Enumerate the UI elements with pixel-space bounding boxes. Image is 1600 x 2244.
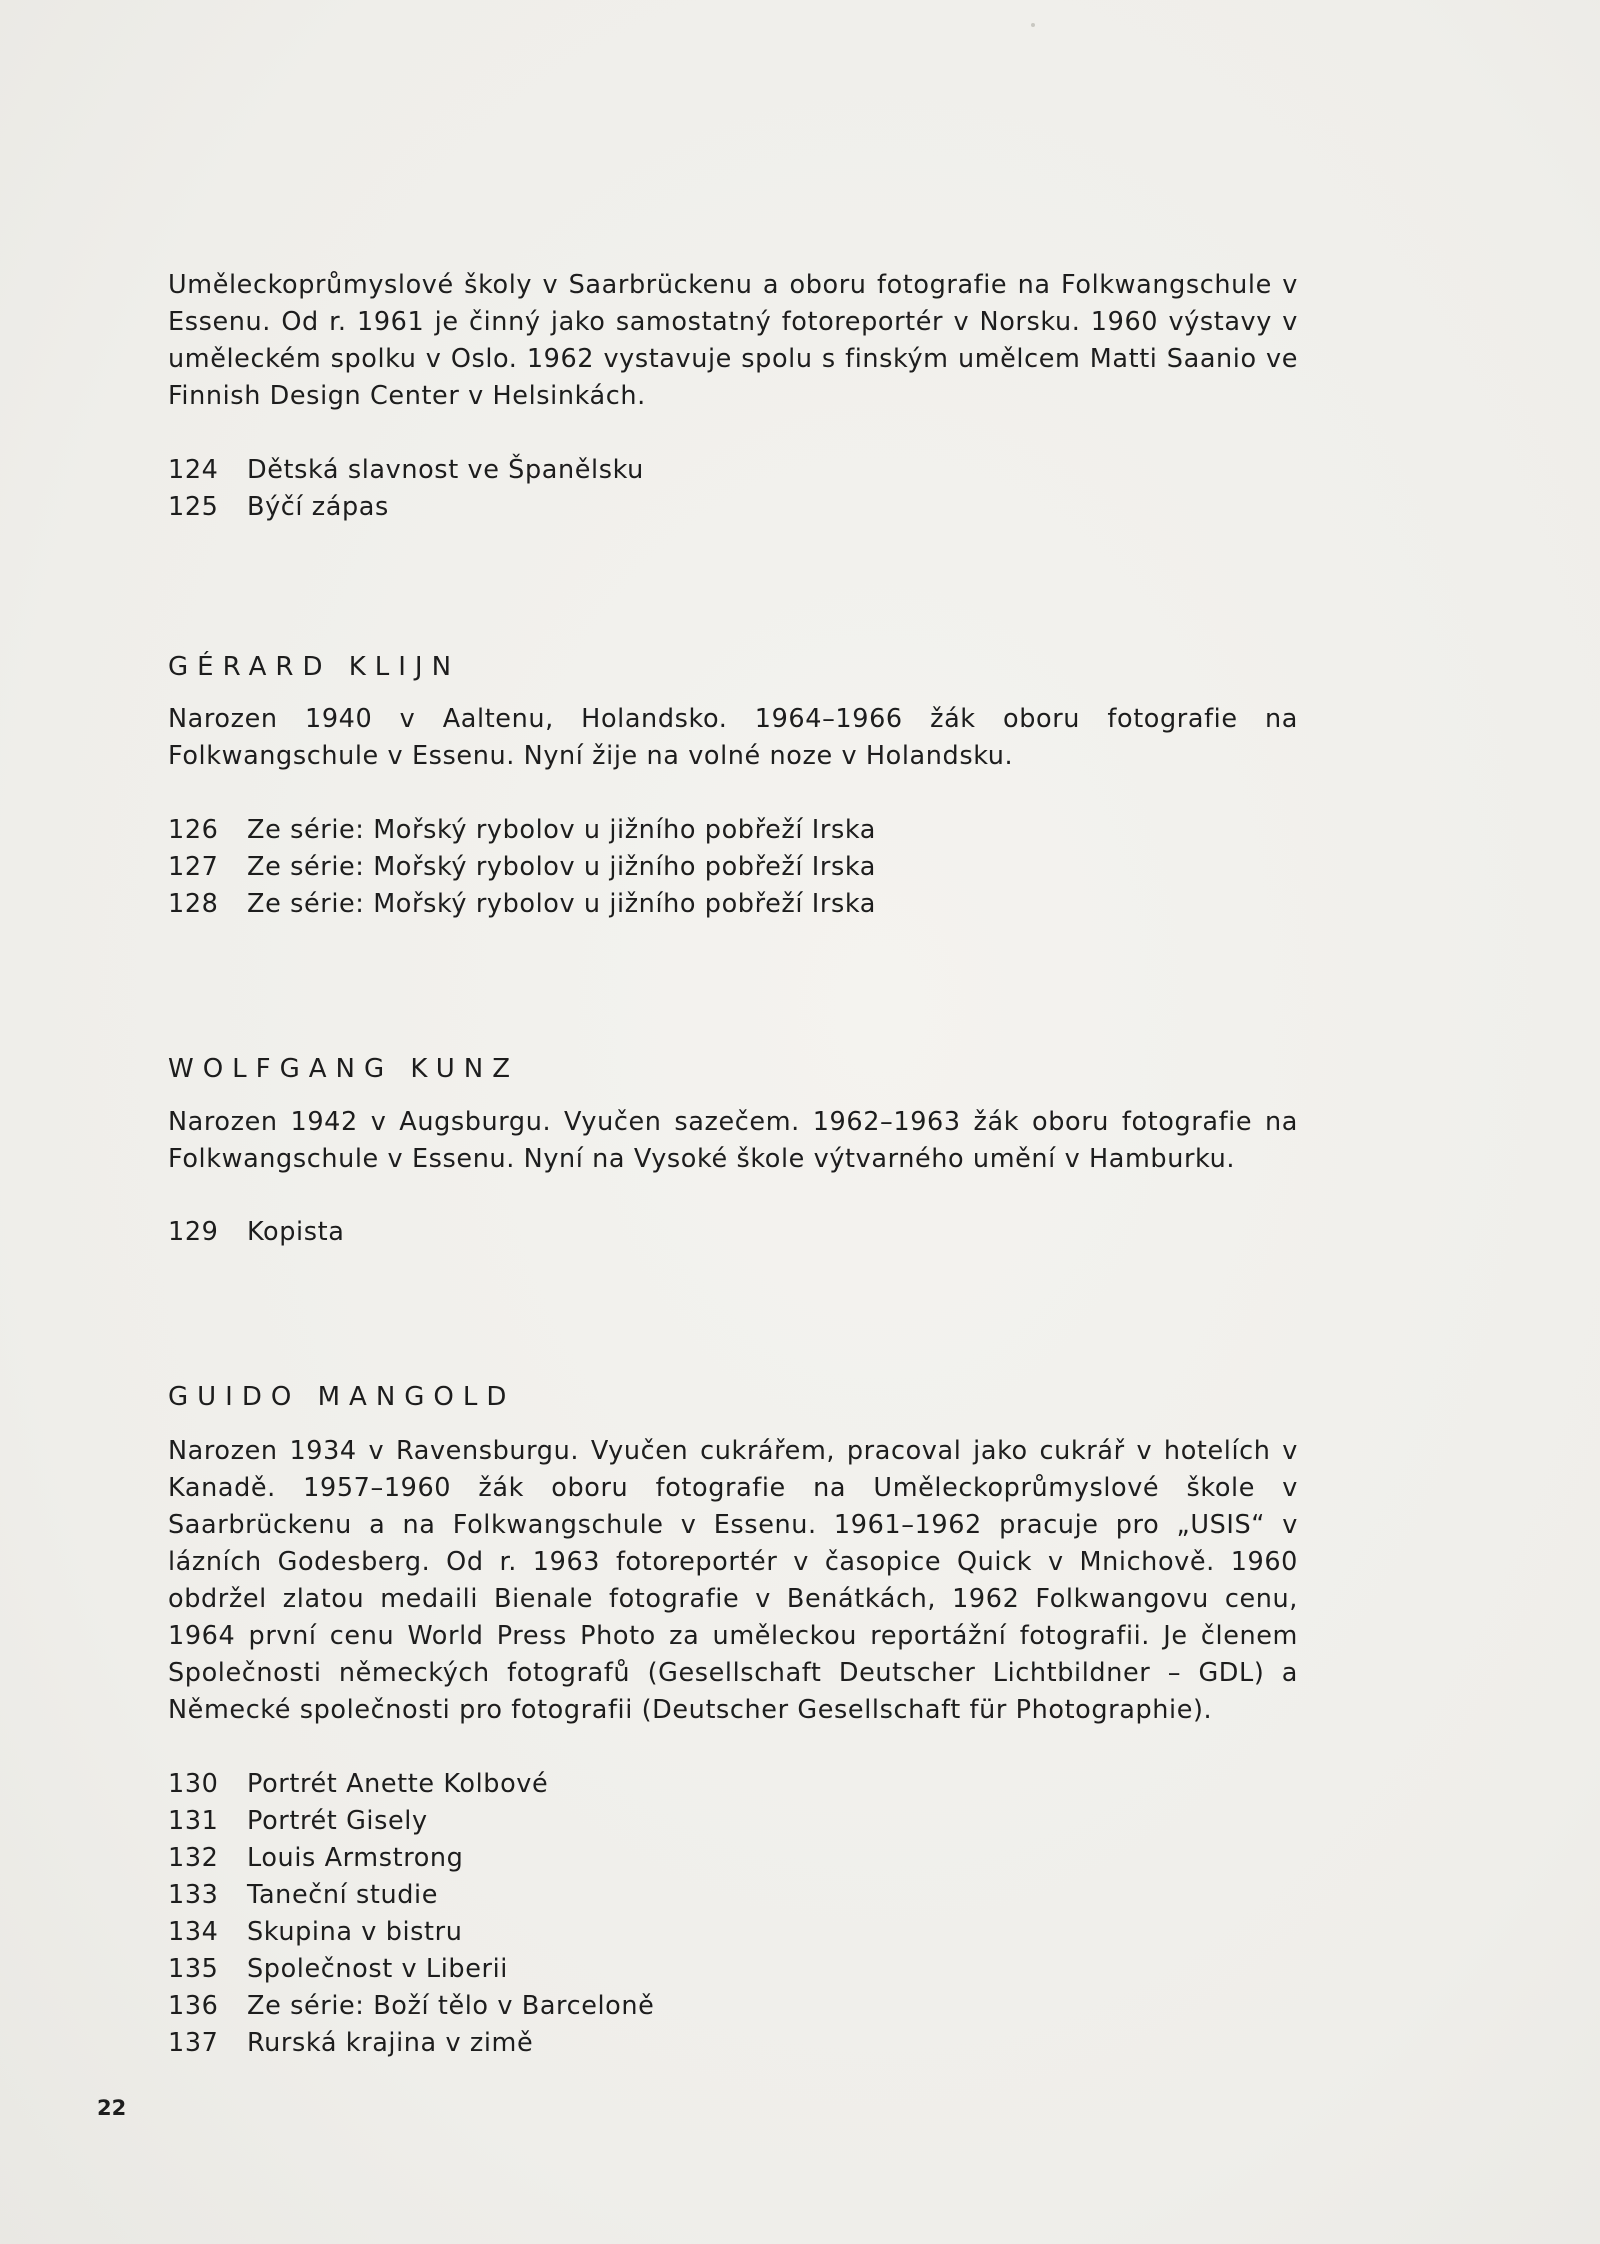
work-number: 137 [168,2028,219,2058]
work-number: 133 [168,1880,219,1910]
artist-bio-text: Narozen 1942 v Augsburgu. Vyučen sazečem. 1962–1963 žák oboru fotografie na Folkwangschule v Essenu. Nyní na Vysoké škole výtvarného umění v Hamburku. [168,1107,1298,1174]
work-title: Rurská krajina v zimě [247,2028,534,2058]
list-item [168,812,876,849]
work-title: Taneční studie [247,1880,439,1910]
work-title: Společnost v Liberii [247,1954,508,1984]
work-number: 136 [168,1991,219,2021]
work-number: 130 [168,1769,219,1799]
list-item [168,1766,654,1803]
intro-works-list [168,452,644,526]
work-number: 135 [168,1954,219,1984]
work-number: 134 [168,1917,219,1947]
artist-bio-text: Narozen 1940 v Aaltenu, Holandsko. 1964–1966 žák oboru fotografie na Folkwangschule v Essenu. Nyní žije na volné noze v Holandsku. [168,704,1298,771]
list-item [168,489,644,526]
work-title: Býčí zápas [247,492,389,522]
list-item [168,1840,654,1877]
work-title: Dětská slavnost ve Španělsku [247,455,644,485]
list-item [168,1214,344,1251]
work-title: Louis Armstrong [247,1843,464,1873]
list-item [168,1877,654,1914]
artist-bio [168,701,1298,775]
work-number: 128 [168,889,219,919]
list-item [168,1914,654,1951]
artist-bio-text: Narozen 1934 v Ravensburgu. Vyučen cukrářem, pracoval jako cukrář v hotelích v Kanadě. 1957–1960 žák oboru fotografie na Uměleckoprůmyslové škole v Saarbrückenu a na Folkwangschule v Essenu. 1961–1962 pracuje pro „USIS“ v lázních Godesberg. Od r. 1963 fotoreportér v časopice Quick v Mnichově. 1960 obdržel zlatou medaili Bienale fotografie v Benátkách, 1962 Folkwangovu cenu, 1964 první cenu World Press Photo za uměleckou reportážní fotografii. Je členem Společnosti německých fotografů (Gesellschaft Deutscher Lichtbildner – GDL) a Německé společnosti pro fotografii (Deutscher Gesellschaft für Photographie). [168,1436,1298,1725]
work-number: 124 [168,455,219,485]
work-title: Portrét Anette Kolbové [247,1769,549,1799]
work-title: Portrét Gisely [247,1806,428,1836]
work-title: Ze série: Boží tělo v Barceloně [247,1991,655,2021]
work-number: 132 [168,1843,219,1873]
artist-works-list [168,1214,344,1251]
paper-speck [1031,23,1035,27]
list-item [168,1951,654,1988]
work-title: Skupina v bistru [247,1917,463,1947]
list-item [168,1803,654,1840]
intro-text: Uměleckoprůmyslové školy v Saarbrückenu a oboru fotografie na Folkwangschule v Essenu. Od r. 1961 je činný jako samostatný fotoreportér v Norsku. 1960 výstavy v uměleckém spolku v Oslo. 1962 vystavuje spolu s finským umělcem Matti Saanio ve Finnish Design Center v Helsinkách. [168,270,1298,411]
work-number: 126 [168,815,219,845]
list-item [168,452,644,489]
list-item [168,849,876,886]
work-number: 131 [168,1806,219,1836]
artist-works-list [168,1766,654,2062]
work-title: Ze série: Mořský rybolov u jižního pobřeží Irska [247,889,876,919]
intro-paragraph [168,267,1298,415]
work-number: 125 [168,492,219,522]
list-item [168,2025,654,2062]
artist-bio [168,1104,1298,1178]
work-number: 129 [168,1217,219,1247]
page-number: 22 [97,2096,127,2120]
work-number: 127 [168,852,219,882]
work-title: Ze série: Mořský rybolov u jižního pobřeží Irska [247,852,876,882]
artist-name-heading: GUIDO MANGOLD [168,1382,516,1412]
work-title: Kopista [247,1217,345,1247]
artist-name-heading: WOLFGANG KUNZ [168,1054,520,1084]
list-item [168,886,876,923]
work-title: Ze série: Mořský rybolov u jižního pobřeží Irska [247,815,876,845]
list-item [168,1988,654,2025]
artist-name-heading: GÉRARD KLIJN [168,652,461,682]
artist-bio [168,1433,1298,1729]
artist-works-list [168,812,876,923]
